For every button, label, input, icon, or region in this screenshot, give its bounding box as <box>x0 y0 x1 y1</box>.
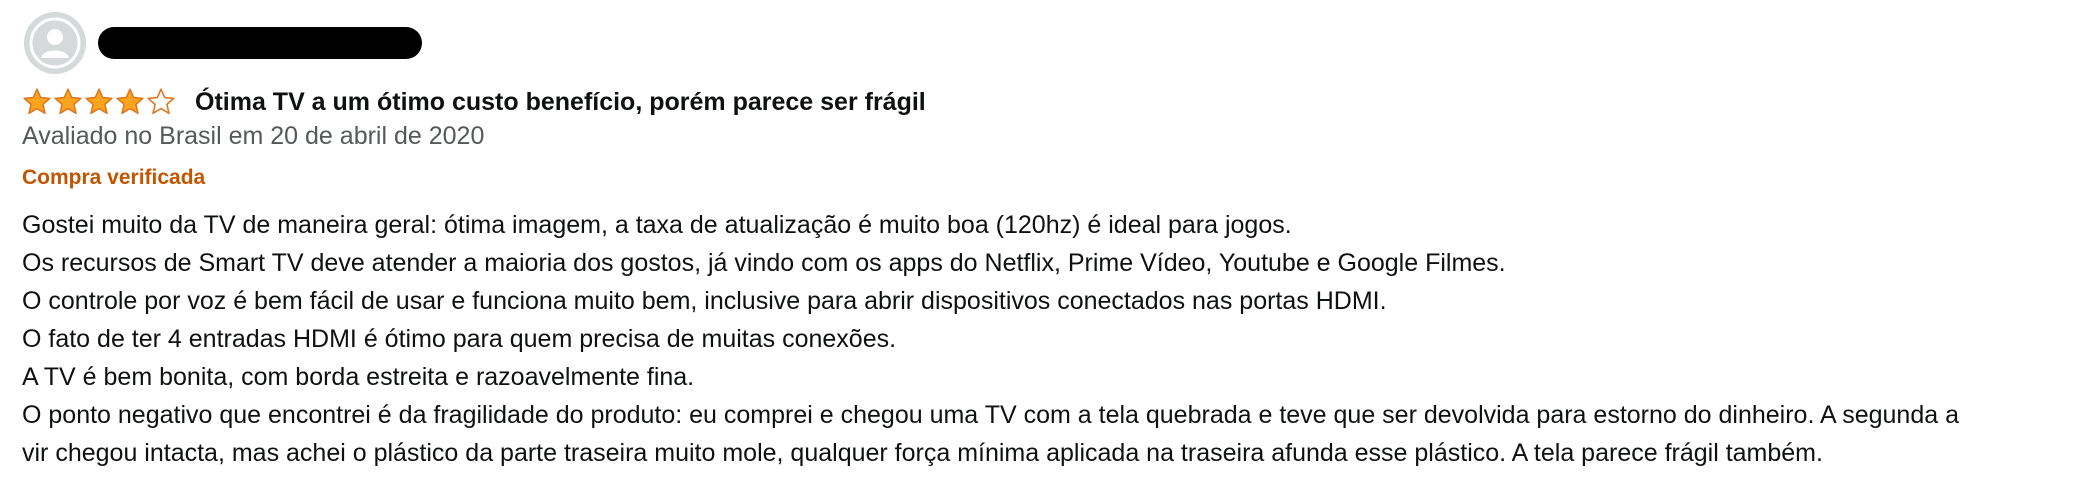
review-body-line: Gostei muito da TV de maneira geral: ótima imagem, a taxa de atualização é muito boa (120hz) é ideal para jogos. <box>22 211 1292 239</box>
review-body-line: O ponto negativo que encontrei é da fragilidade do produto: eu comprei e chegou uma TV com a tela quebrada e teve que ser devolvida para estorno do dinheiro. A segunda a <box>22 401 1959 429</box>
reviewer-profile[interactable] <box>24 10 422 76</box>
default-avatar-icon <box>24 12 86 74</box>
star-filled-icon <box>115 87 145 117</box>
review-body <box>22 206 2082 472</box>
star-filled-icon <box>53 87 83 117</box>
review-body-line: vir chegou intacta, mas achei o plástico da parte traseira muito mole, qualquer força mínima aplicada na traseira afunda esse plástico. A tela parece frágil também. <box>22 439 1823 467</box>
reviewer-name-redacted[interactable] <box>98 27 422 59</box>
star-filled-icon <box>22 87 52 117</box>
review-body-line: O controle por voz é bem fácil de usar e funciona muito bem, inclusive para abrir dispositivos conectados nas portas HDMI. <box>22 287 1387 315</box>
star-filled-icon <box>84 87 114 117</box>
star-rating[interactable] <box>22 87 177 117</box>
review-title[interactable]: Ótima TV a um ótimo custo benefício, porém parece ser frágil <box>195 87 926 116</box>
verified-purchase-badge: Compra verificada <box>22 166 206 189</box>
review-body-line: Os recursos de Smart TV deve atender a maioria dos gostos, já vindo com os apps do Netflix, Prime Vídeo, Youtube e Google Filmes. <box>22 249 1506 277</box>
review-body-line: A TV é bem bonita, com borda estreita e razoavelmente fina. <box>22 363 695 391</box>
star-empty-icon <box>146 87 176 117</box>
review-date: Avaliado no Brasil em 20 de abril de 2020 <box>22 122 485 150</box>
review-header <box>22 82 926 122</box>
review-body-line: O fato de ter 4 entradas HDMI é ótimo para quem precisa de muitas conexões. <box>22 325 897 353</box>
